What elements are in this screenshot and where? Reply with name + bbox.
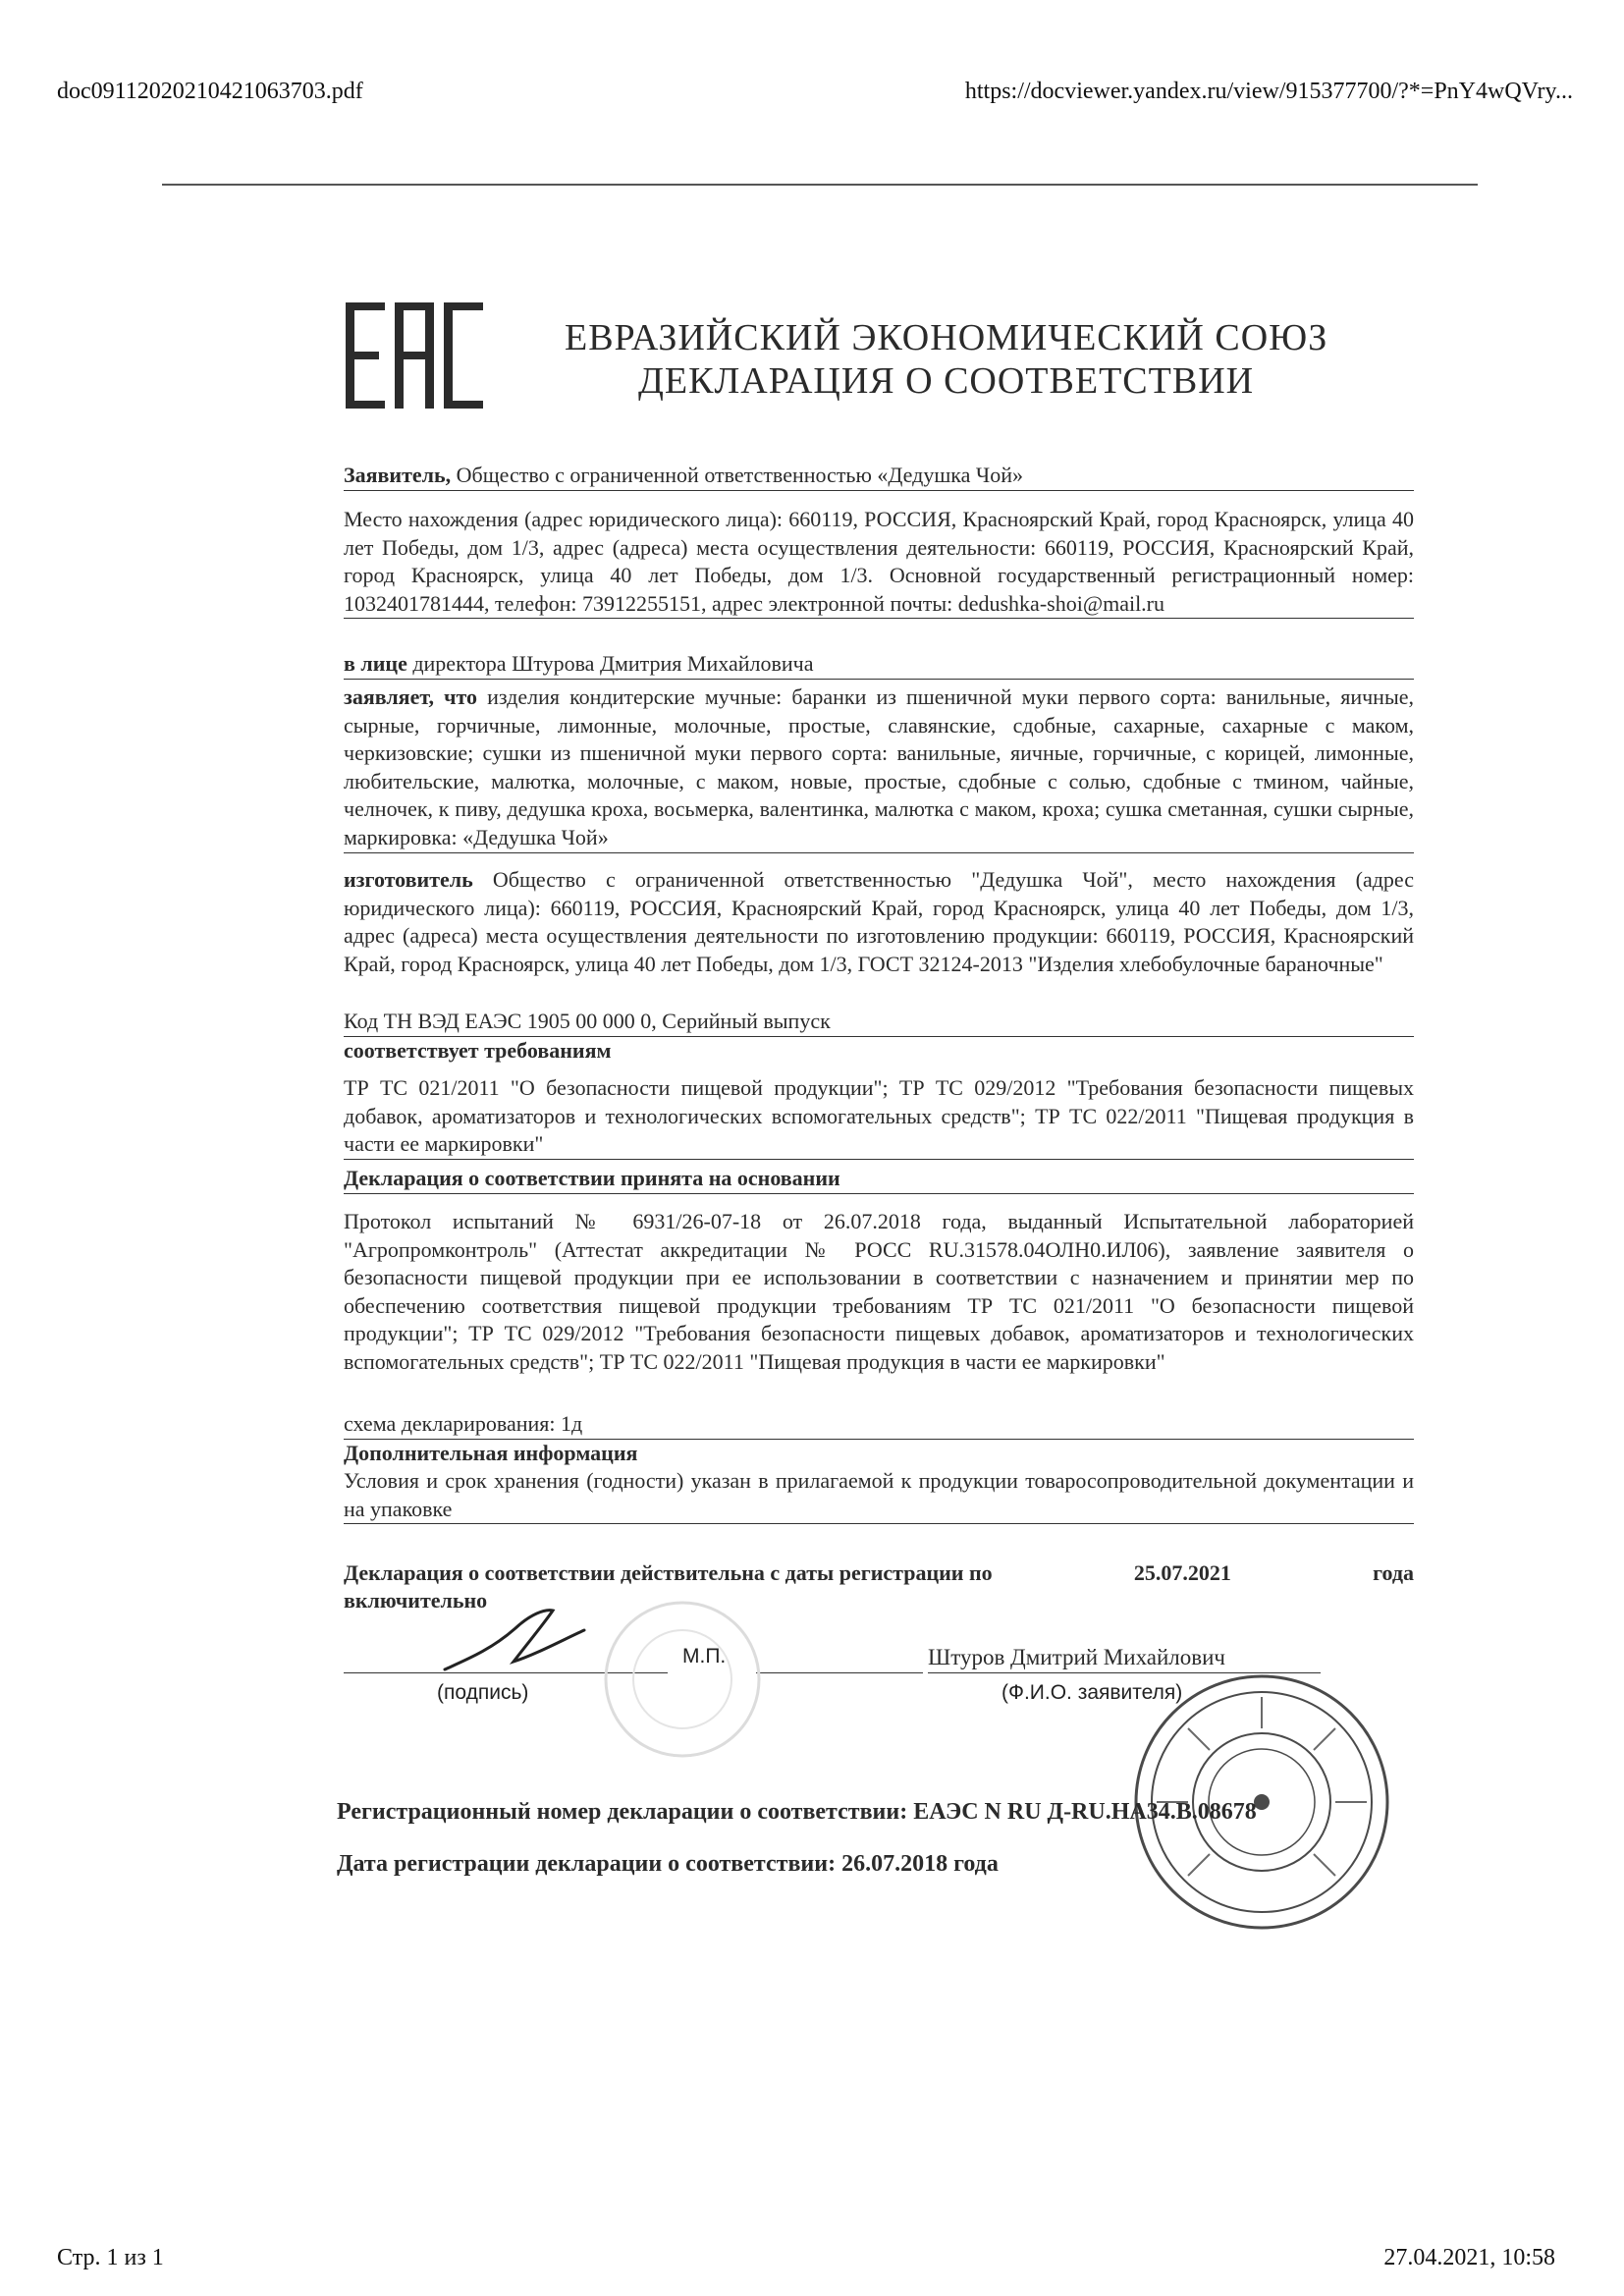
declaration-scheme: схема декларирования: 1д	[344, 1410, 1414, 1440]
declares-value: изделия кондитерские мучные: баранки из пшеничной муки первого сорта: ванильные, яичные, сырные, горчичные, лимонные, молочные, простые, славянские, сдобные, сахарные, сахарные с маком, черкизовские; сушки из пшеничной муки первого сорта: ванильные, яичные, горчичные, с корицей, лимонные, любительские, малютка, молочные, с маком, новые, простые, сдобные с солью, сдобные с тмином, чайные, челночек, к пиву, дедушка кроха, восьмерка, валентинка, малютка с маком, кроха; сушка сметанная, сушки сырные, маркировка: «Дедушка Чой»	[344, 684, 1414, 849]
signer-caption: (Ф.И.О. заявителя)	[1001, 1681, 1183, 1704]
applicant-row	[344, 462, 1414, 491]
additional-value: Условия и срок хранения (годности) указан в прилагаемой к продукции товаросопроводительной документации и на упаковке	[344, 1467, 1414, 1524]
basis-value: Протокол испытаний № 6931/26-07-18 от 26.07.2018 года, выданный Испытательной лабораторией "Агропромконтроль" (Аттестат аккредитации № РОСС RU.31578.04ОЛН0.ИЛ06), заявление заявителя о безопасности пищевой продукции при ее использовании в соответствии с назначением и принятии мер по обеспечению соответствия пищевой продукции требованиям ТР ТС 021/2011 "О безопасности пищевой продукции"; ТР ТС 029/2012 "Требования безопасности пищевых добавок, ароматизаторов и технологических вспомогательных средств"; ТР ТС 022/2011 "Пищевая продукция в части ее маркировки"	[344, 1209, 1414, 1374]
page-counter: Стр. 1 из 1	[57, 2245, 164, 2270]
validity-text: Декларация о соответствии действительна с даты регистрации по	[344, 1560, 993, 1585]
complies-label: соответствует требованиям	[344, 1038, 612, 1063]
representative-value: директора Штурова Дмитрия Михайловича	[412, 651, 814, 676]
validity-year-word: года	[1373, 1560, 1414, 1585]
print-datetime: 27.04.2021, 10:58	[1383, 2245, 1555, 2270]
additional-label: Дополнительная информация	[344, 1441, 638, 1465]
stamp-line	[756, 1672, 923, 1673]
union-title: ЕВРАЗИЙСКИЙ ЭКОНОМИЧЕСКИЙ СОЮЗ	[565, 317, 1328, 358]
complies-value: ТР ТС 021/2011 "О безопасности пищевой продукции"; ТР ТС 029/2012 "Требования безопасности пищевых добавок, ароматизаторов и технологических вспомогательных средств"; ТР ТС 022/2011 "Пищевая продукция в части ее маркировки"	[344, 1074, 1414, 1160]
faint-stamp-icon	[599, 1596, 766, 1763]
representative-label: в лице	[344, 651, 407, 676]
validity-date: 25.07.2021	[1133, 1560, 1231, 1585]
applicant-label: Заявитель,	[344, 463, 452, 487]
representative-row	[344, 650, 1414, 680]
registration-date-row	[337, 1851, 999, 1878]
basis-label: Декларация о соответствии принята на основании	[344, 1165, 1414, 1194]
manufacturer-row	[344, 866, 1414, 978]
file-name: doc09112020210421063703.pdf	[57, 79, 363, 104]
registration-number-value: ЕАЭС N RU Д-RU.НА34.В.08678	[913, 1799, 1257, 1825]
page-url: https://docviewer.yandex.ru/view/915377700/?*=PnY4wQVry...	[964, 79, 1573, 104]
eac-logo-icon	[346, 302, 483, 409]
declaration-title: ДЕКЛАРАЦИЯ О СООТВЕТСТВИИ	[638, 360, 1255, 402]
applicant-address: Место нахождения (адрес юридического лица): 660119, РОССИЯ, Красноярский Край, город Красноярск, улица 40 лет Победы, дом 1/3, адрес (адреса) места осуществления деятельности: 660119, РОССИЯ, Красноярский Край, город Красноярск, улица 40 лет Победы, дом 1/3. Основной государственный регистрационный номер: 1032401781444, телефон: 73912255151, адрес электронной почты: dedushka-shoi@mail.ru	[344, 506, 1414, 619]
declares-label: заявляет, что	[344, 684, 478, 709]
registration-number-label: Регистрационный номер декларации о соответствии:	[337, 1799, 908, 1825]
product-code: Код ТН ВЭД ЕАЭС 1905 00 000 0, Серийный выпуск	[344, 1008, 1414, 1037]
registration-number-row	[337, 1799, 1257, 1826]
handwritten-signature	[437, 1601, 594, 1679]
signature-caption: (подпись)	[437, 1681, 529, 1704]
manufacturer-value: Общество с ограниченной ответственностью "Дедушка Чой", место нахождения (адрес юридического лица): 660119, РОССИЯ, Красноярский Край, город Красноярск, улица 40 лет Победы, дом 1/3, адрес (адреса) места осуществления деятельности по изготовлению продукции: 660119, РОССИЯ, Красноярский Край, город Красноярск, улица 40 лет Победы, дом 1/3, ГОСТ 32124-2013 "Изделия хлебобулочные бараночные"	[344, 867, 1414, 976]
manufacturer-label: изготовитель	[344, 867, 473, 892]
top-divider	[162, 184, 1478, 186]
applicant-value: Общество с ограниченной ответственностью «Дедушка Чой»	[456, 463, 1023, 487]
registration-date-value: 26.07.2018 года	[841, 1851, 999, 1877]
validity-end: включительно	[344, 1588, 488, 1613]
signer-name: Штуров Дмитрий Михайлович	[928, 1645, 1225, 1669]
registration-date-label: Дата регистрации декларации о соответствии:	[337, 1851, 837, 1877]
validity-row	[344, 1559, 1414, 1588]
stamp-place-label: М.П.	[682, 1645, 727, 1667]
declares-row	[344, 683, 1414, 853]
